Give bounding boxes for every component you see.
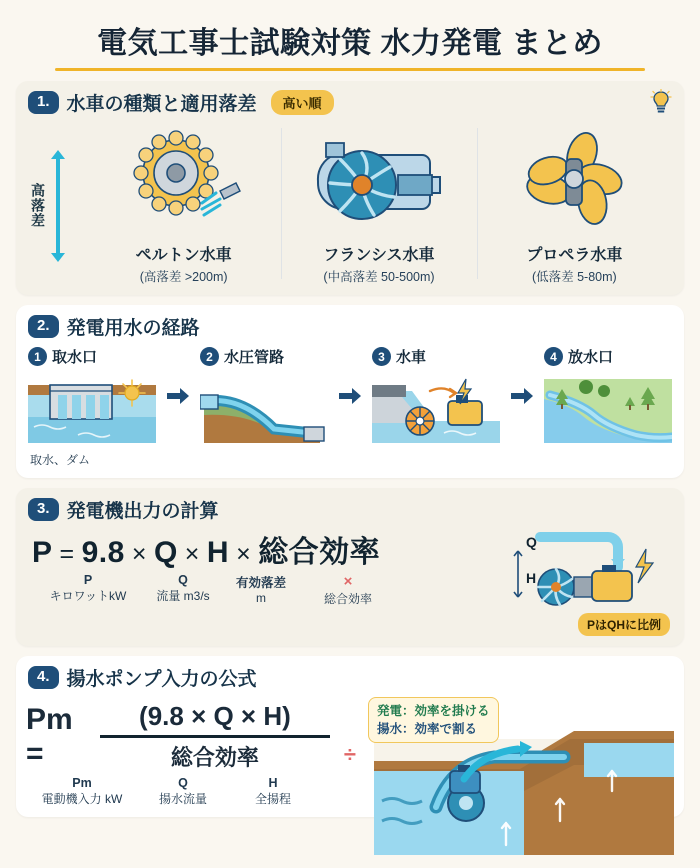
section-3-note: PはQHに比例 — [578, 613, 670, 636]
section-2-body — [26, 344, 674, 468]
section-4-body — [26, 695, 674, 807]
divide-symbol: ÷ — [343, 742, 356, 767]
formula-p: P — [32, 536, 53, 569]
output-formula — [26, 527, 490, 607]
section-2-number: 2. — [28, 315, 59, 338]
flow-arrow-2 — [337, 346, 363, 404]
pump-formula-legend — [26, 776, 356, 807]
page-title — [16, 18, 684, 71]
legend-q: Q 流量 m3/s — [156, 573, 210, 603]
tip-line-pumping: 揚水：効率で割る — [377, 722, 478, 737]
section-3-title: 発電機出力の計算 — [66, 501, 219, 522]
path-step-penstock — [200, 346, 328, 451]
pump-formula — [26, 695, 356, 807]
section-water-path — [16, 305, 684, 478]
step-3-number: 3 — [372, 347, 391, 366]
path-step-turbine — [372, 346, 500, 451]
legend-pump-h: H 全揚程 — [254, 776, 291, 806]
formula-times-3: × — [236, 540, 252, 568]
turbine-card-francis — [281, 122, 476, 285]
formula-times-2: × — [184, 540, 200, 568]
section-1-pill: 高い順 — [271, 90, 334, 115]
path-step-intake — [28, 346, 156, 468]
section-4-title: 揚水ポンプ入力の公式 — [66, 669, 257, 690]
step-1-number: 1 — [28, 347, 47, 366]
pump-formula-lhs: Pm = — [26, 702, 73, 770]
section-4-diagram — [362, 695, 674, 807]
head-axis-arrow — [50, 150, 66, 262]
title-text: 電気工事士試験対策 水力発電 まとめ — [97, 27, 603, 60]
svg-text:Q: Q — [526, 534, 537, 550]
section-output-formula — [16, 488, 684, 646]
formula-const: 9.8 — [81, 536, 125, 569]
propeller-turbine-icon — [481, 122, 668, 240]
section-3-body — [26, 527, 674, 636]
pump-formula-numerator: (9.8 × Q × H) — [139, 701, 291, 731]
legend-p: P キロワットkW — [49, 573, 127, 603]
section-turbine-types — [16, 81, 684, 295]
section-4-header — [28, 664, 674, 691]
legend-pm: Pm 電動機入力 kW — [41, 776, 123, 806]
head-axis — [28, 122, 86, 285]
section-1-number: 1. — [28, 91, 59, 114]
formula-h: H — [206, 536, 230, 569]
section-3-header — [28, 496, 674, 523]
legend-h: 有効落差 m — [235, 576, 286, 605]
pump-formula-fraction — [100, 701, 330, 772]
svg-text:H: H — [526, 570, 537, 586]
output-formula-line — [32, 527, 490, 571]
dam-intake-icon — [28, 371, 156, 443]
step-4-number: 4 — [544, 347, 563, 366]
turbine-range-pelton: (高落差 >200m) — [139, 270, 228, 284]
output-formula-legend — [32, 573, 490, 607]
penstock-icon — [200, 371, 328, 443]
formula-efficiency: 総合効率 — [258, 536, 381, 569]
turbine-name-pelton: ペルトン水車 — [135, 247, 232, 264]
head-axis-label: 高落差 — [30, 183, 46, 228]
turbine-name-propeller: プロペラ水車 — [526, 247, 623, 264]
flow-arrow-3 — [509, 346, 535, 404]
pelton-wheel-icon — [90, 122, 277, 240]
section-1-title: 水車の種類と適用落差 — [66, 94, 257, 115]
step-3-label: 水車 — [396, 349, 427, 366]
step-1-caption: 取水、ダム — [30, 453, 91, 467]
section-1-header — [28, 89, 674, 116]
step-4-label: 放水口 — [568, 349, 614, 366]
turbine-card-pelton — [86, 122, 281, 285]
section-3-number: 3. — [28, 498, 59, 521]
section-1-body — [26, 120, 674, 285]
francis-turbine-icon — [285, 122, 472, 240]
turbine-range-francis: (中高落差 50-500m) — [323, 270, 435, 284]
title-underline — [55, 68, 645, 71]
step-1-label: 取水口 — [52, 349, 98, 366]
turbine-generator-icon — [372, 371, 500, 443]
tip-arrow-icon — [458, 739, 538, 785]
formula-times-1: × — [131, 540, 147, 568]
tailrace-river-icon — [544, 371, 672, 443]
section-4-number: 4. — [28, 666, 59, 689]
turbine-name-francis: フランシス水車 — [323, 247, 435, 264]
pump-tip-box — [368, 697, 499, 743]
legend-efficiency: × 総合効率 — [323, 573, 372, 606]
flow-arrow-1 — [165, 346, 191, 404]
section-2-header — [28, 313, 674, 340]
formula-equals: = — [59, 540, 75, 568]
path-step-tailrace — [544, 346, 672, 451]
lightbulb-icon — [648, 89, 674, 119]
legend-pump-q: Q 揚水流量 — [158, 776, 207, 806]
tip-line-generation: 発電：効率を掛ける — [377, 704, 490, 718]
turbine-card-propeller — [477, 122, 672, 285]
step-2-number: 2 — [200, 347, 219, 366]
section-3-diagram — [496, 527, 674, 636]
step-2-label: 水圧管路 — [224, 349, 285, 366]
turbine-range-propeller: (低落差 5-80m) — [531, 270, 617, 284]
section-pump-formula — [16, 656, 684, 817]
formula-q: Q — [153, 536, 178, 569]
fraction-bar — [100, 735, 330, 738]
pump-formula-denominator: 総合効率 — [170, 745, 259, 770]
section-2-title: 発電用水の経路 — [66, 318, 200, 339]
